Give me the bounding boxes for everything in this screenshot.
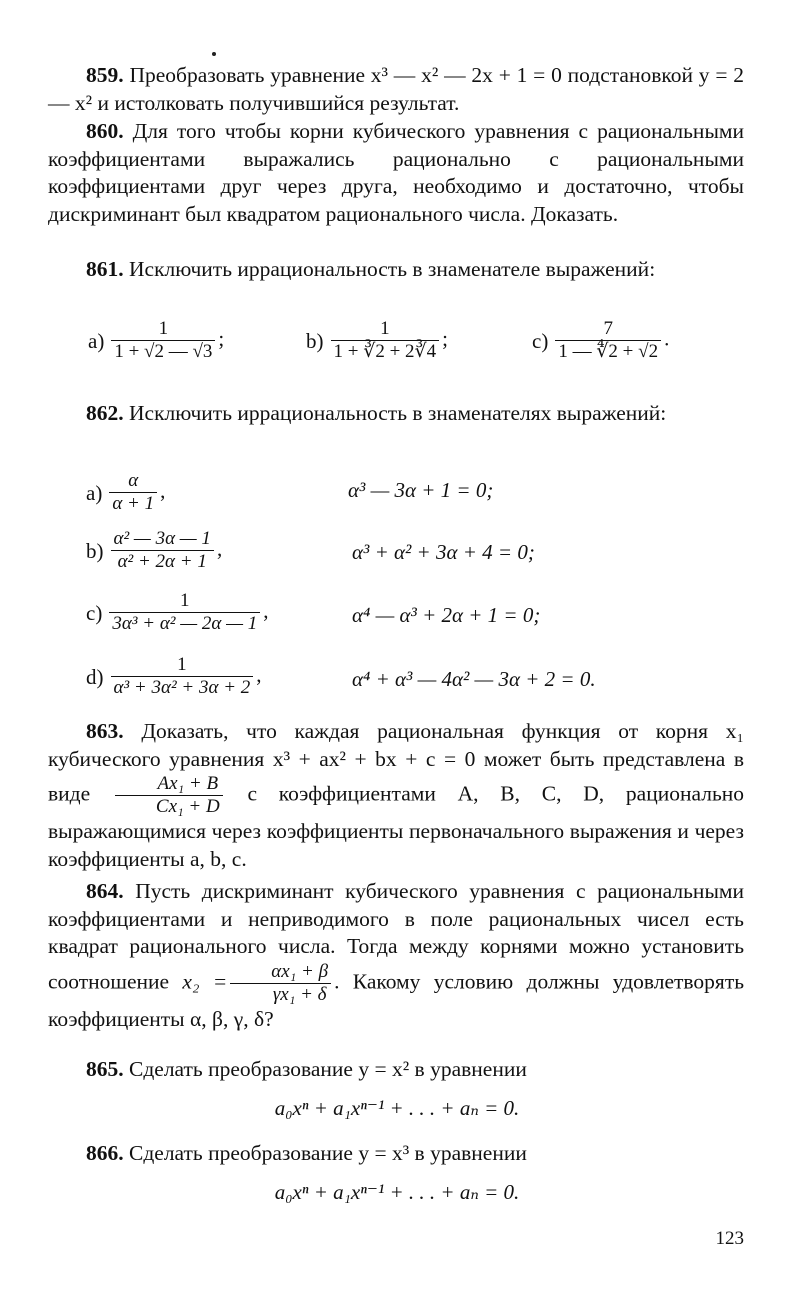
problem-text: Доказать, что каждая рациональная функция от корня x₁ кубического уравнения x³ + ax² + bx + c = 0 может быть представлена в виде xyxy=(48,719,744,806)
problem-number: 865. xyxy=(86,1057,124,1081)
problem-number: 864. xyxy=(86,879,124,903)
fraction xyxy=(111,318,215,363)
separator: ; xyxy=(218,326,225,351)
expression-862-c xyxy=(86,590,269,635)
problem-861 xyxy=(48,256,744,284)
problem-863 xyxy=(48,718,744,873)
fraction xyxy=(109,470,157,515)
denominator: 1 + √2 — √3 xyxy=(111,340,215,363)
expression-861-b xyxy=(306,318,448,363)
condition-862-c: α⁴ — α³ + 2α + 1 = 0; xyxy=(352,603,541,627)
problem-text: Исключить иррациональность в знаменателе выражений: xyxy=(129,257,656,281)
item-label: c) xyxy=(86,600,103,625)
condition-862-b: α³ + α² + 3α + 4 = 0; xyxy=(352,540,535,564)
problem-number: 859. xyxy=(86,63,124,87)
numerator: 7 xyxy=(603,318,613,339)
separator: , xyxy=(263,598,269,623)
problem-text: Пусть дискриминант кубического уравнения с рациональными коэффициентами и неприводимого в поле рациональных чисел есть квадрат рационального числа. Тогда между корнями можно установить соотношение xyxy=(48,879,744,993)
denominator: 3α³ + α² — 2α — 1 xyxy=(109,612,260,635)
problem-859 xyxy=(48,62,744,117)
item-label: c) xyxy=(532,328,549,353)
fraction xyxy=(111,528,214,573)
problem-865 xyxy=(48,1056,744,1084)
item-label: d) xyxy=(86,664,104,689)
denominator: Cx₁ + D xyxy=(115,795,223,818)
problem-866 xyxy=(48,1140,744,1168)
problem-number: 862. xyxy=(86,401,124,425)
problem-862 xyxy=(48,400,744,428)
denominator: α² + 2α + 1 xyxy=(111,550,214,573)
numerator: 1 xyxy=(180,590,190,611)
fraction xyxy=(331,318,440,363)
item-label: b) xyxy=(306,328,324,353)
problem-number: 860. xyxy=(86,119,124,143)
separator: , xyxy=(160,478,166,503)
separator: ; xyxy=(442,326,448,351)
numerator: 1 xyxy=(380,318,390,339)
inline-fraction xyxy=(115,773,223,818)
problem-text-continued: с коэффициентами A, B, C, D, рационально выражающимися через коэффициенты первоначального выражения и через коэффициенты a, b, c. xyxy=(48,781,745,871)
item-label: b) xyxy=(86,538,104,563)
denominator: α + 1 xyxy=(109,492,157,515)
denominator: α³ + 3α² + 3α + 2 xyxy=(111,676,254,699)
problem-text: Исключить иррациональность в знаменателях выражений: xyxy=(129,401,667,425)
condition-862-a: α³ — 3α + 1 = 0; xyxy=(348,478,494,502)
problem-text: Сделать преобразование y = x² в уравнении xyxy=(129,1057,527,1081)
problem-number: 866. xyxy=(86,1141,124,1165)
separator: . xyxy=(664,326,670,351)
separator: , xyxy=(216,536,223,561)
numerator: α² — 3α — 1 xyxy=(113,528,211,549)
problem-864 xyxy=(48,878,744,1033)
equation-866: a₀xⁿ + a₁xⁿ⁻¹ + . . . + aₙ = 0. xyxy=(274,1180,520,1204)
problem-number: 861. xyxy=(86,257,124,281)
expression-861-a xyxy=(88,318,224,363)
separator: , xyxy=(256,662,262,687)
problem-text: Сделать преобразование y = x³ в уравнении xyxy=(129,1141,527,1165)
page-number: 123 xyxy=(715,1228,744,1249)
numerator: 1 xyxy=(177,654,187,675)
fraction xyxy=(111,654,254,699)
numerator: 1 xyxy=(158,318,169,339)
problem-number: 863. xyxy=(86,719,124,743)
item-label: a) xyxy=(86,480,103,505)
relation-lhs: x₂ = xyxy=(182,968,228,993)
denominator: 1 + ∛2 + 2∛4 xyxy=(331,340,440,363)
item-label: a) xyxy=(88,328,105,353)
problem-text: Преобразовать уравнение x³ — x² — 2x + 1 = 0 подстановкой y = 2 — x² и истолковать получившийся результат. xyxy=(48,63,745,115)
denominator: 1 — ∜2 + √2 xyxy=(555,340,661,363)
inline-fraction xyxy=(230,961,331,1006)
expression-862-b xyxy=(86,528,222,573)
expression-862-d xyxy=(86,654,262,699)
condition-862-d: α⁴ + α³ — 4α² — 3α + 2 = 0. xyxy=(352,667,596,691)
expression-861-c xyxy=(532,318,669,363)
problem-860 xyxy=(48,118,744,228)
problem-text: Для того чтобы корни кубического уравнения с рациональными коэффициентами выражались рационально с рациональными коэффициентами друг через друга, необходимо и достаточно, чтобы дискриминант был квадратом рационального числа. Доказать. xyxy=(48,119,744,226)
numerator: Ax₁ + B xyxy=(157,773,219,794)
fraction xyxy=(555,318,661,363)
numerator: αx₁ + β xyxy=(271,960,329,982)
denominator: γx₁ + δ xyxy=(230,983,331,1006)
numerator: α xyxy=(128,470,139,491)
expression-862-a xyxy=(86,470,165,515)
fraction xyxy=(109,590,260,635)
equation-865: a₀xⁿ + a₁xⁿ⁻¹ + . . . + aₙ = 0. xyxy=(274,1096,520,1120)
print-speck xyxy=(212,52,216,56)
problem-text-continued: . Какому условию должны удовлетворять коэффициенты α, β, γ, δ? xyxy=(48,968,745,1031)
